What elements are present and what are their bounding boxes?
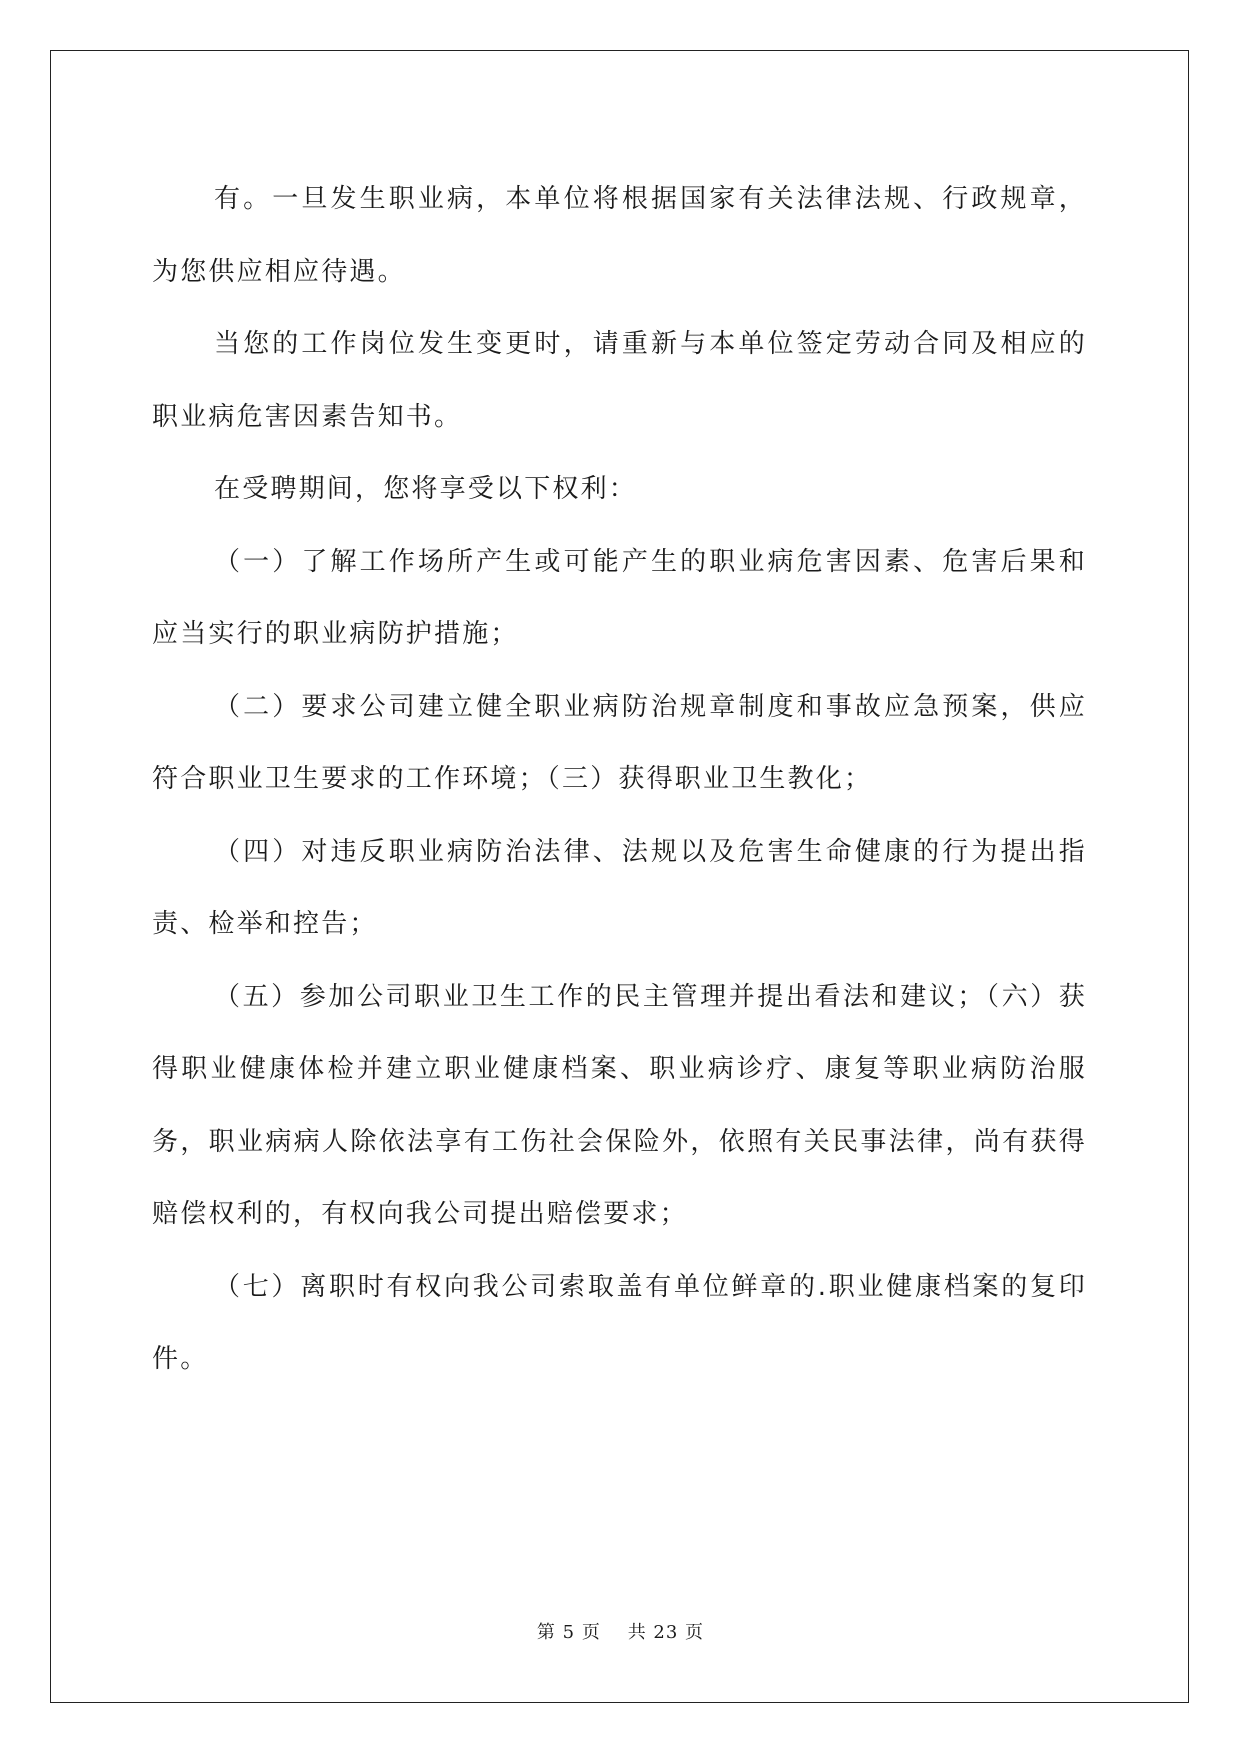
paragraph: 在受聘期间，您将享受以下权利： xyxy=(214,474,638,504)
document-body xyxy=(152,163,1087,1396)
paragraph: （五）参加公司职业卫生工作的民主管理并提出看法和建议；（六）获得职业健康体检并建立职业健康档案、职业病诊疗、康复等职业病防治服务，职业病病人除依法享有工伤社会保险外，依照有关民事法律，尚有获得赔偿权利的，有权向我公司提出赔偿要求； xyxy=(152,981,1087,1229)
paragraph: （七）离职时有权向我公司索取盖有单位鲜章的.职业健康档案的复印件。 xyxy=(152,1271,1087,1374)
page-footer xyxy=(0,1618,1241,1644)
paragraph: 有。一旦发生职业病，本单位将根据国家有关法律法规、行政规章，为您供应相应待遇。 xyxy=(152,184,1087,287)
paragraph: 当您的工作岗位发生变更时，请重新与本单位签定劳动合同及相应的职业病危害因素告知书。 xyxy=(152,329,1087,432)
page-number: 第 5 页 共 23 页 xyxy=(536,1622,705,1643)
paragraph: （一）了解工作场所产生或可能产生的职业病危害因素、危害后果和应当实行的职业病防护措施； xyxy=(152,546,1087,649)
paragraph: （二）要求公司建立健全职业病防治规章制度和事故应急预案，供应符合职业卫生要求的工作环境；（三）获得职业卫生教化； xyxy=(152,691,1087,794)
paragraph: （四）对违反职业病防治法律、法规以及危害生命健康的行为提出指责、检举和控告； xyxy=(152,836,1087,939)
